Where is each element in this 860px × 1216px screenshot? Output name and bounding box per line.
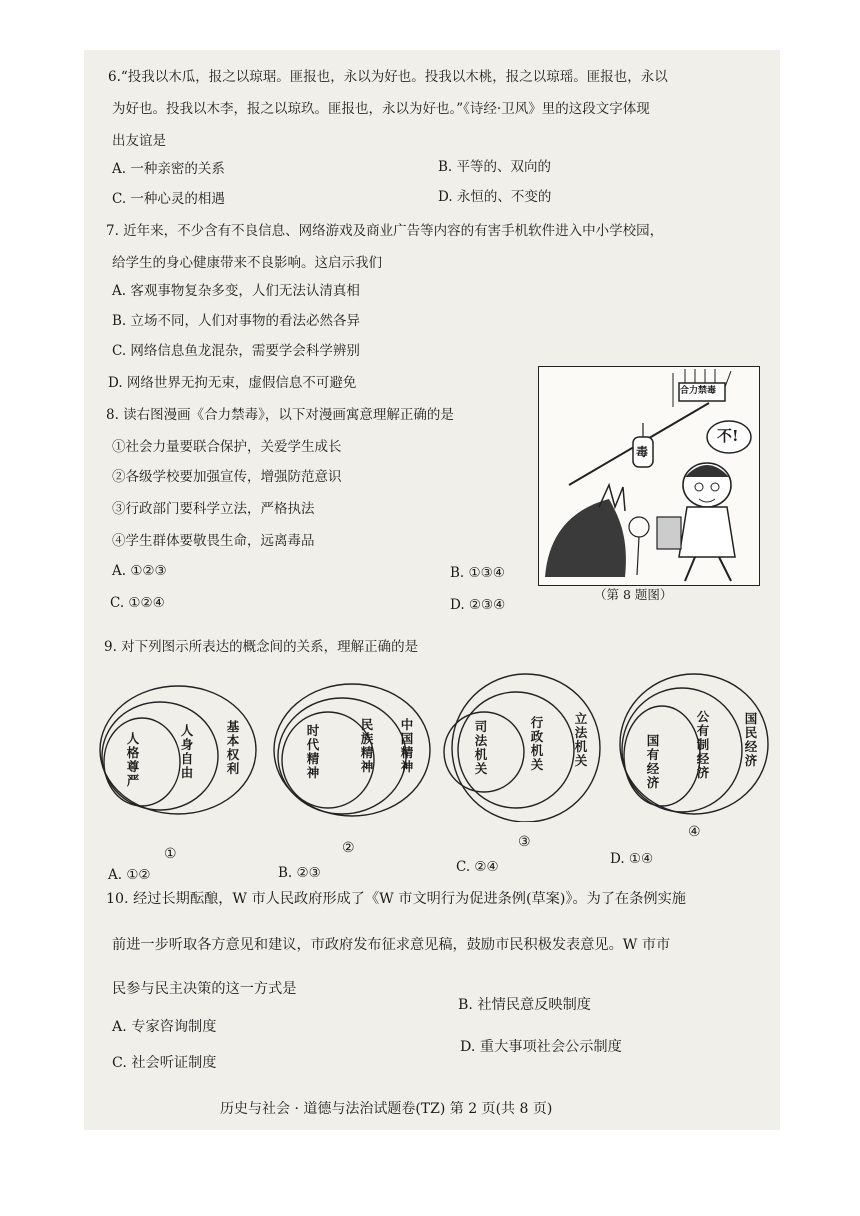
q6-stem-line3: 出友谊是 — [112, 133, 166, 149]
q9-diagram-1-number: ① — [164, 846, 177, 862]
diagram2-label-1: 时代精神 — [306, 723, 320, 780]
diagram4-label-1: 国有经济 — [646, 733, 660, 790]
cartoon-student-hair — [685, 465, 729, 477]
cartoon-backpack — [657, 517, 681, 549]
q8-option-c: C. ①②④ — [110, 595, 165, 611]
diagram3-label-3: 立法机关 — [574, 711, 588, 768]
cartoon-sign-text: 合力禁毒 — [680, 386, 717, 396]
q9-diagram-3-number: ③ — [518, 834, 531, 850]
q7-option-d: D. 网络世界无拘无束，虚假信息不可避免 — [108, 375, 357, 391]
q8-statement-3: ③行政部门要科学立法，严格执法 — [112, 501, 315, 517]
q8-statement-1: ①社会力量要联合保护，关爱学生成长 — [112, 439, 342, 455]
diagram2-label-2: 民族精神 — [360, 717, 374, 774]
q6-option-a: A. 一种亲密的关系 — [112, 161, 225, 177]
cartoon-drawing — [539, 367, 759, 585]
q8-stem: 8. 读右图漫画《合力禁毒》，以下对漫画寓意理解正确的是 — [106, 407, 454, 423]
q9-option-a: A. ①② — [108, 867, 151, 883]
q7-option-b: B. 立场不同，人们对事物的看法必然各异 — [112, 313, 361, 329]
q8-statement-2: ②各级学校要加强宣传，增强防范意识 — [112, 469, 342, 485]
cartoon-lantern-text: 毒 — [636, 445, 649, 459]
q9-diagram-4 — [612, 670, 772, 820]
exam-page — [84, 50, 780, 1130]
q7-option-c: C. 网络信息鱼龙混杂，需要学会科学辨别 — [112, 343, 360, 359]
cartoon-student-body — [679, 507, 735, 557]
q8-option-d: D. ②③④ — [450, 597, 506, 613]
q9-stem: 9. 对下列图示所表达的概念间的关系，理解正确的是 — [104, 639, 419, 655]
q8-statement-4: ④学生群体要敬畏生命，远离毒品 — [112, 533, 315, 549]
q7-stem-line2: 给学生的身心健康带来不良影响。这启示我们 — [112, 255, 382, 271]
q10-option-a: A. 专家咨询制度 — [112, 1019, 217, 1035]
q6-stem-line2: 为好也。投我以木李，报之以琼玖。匪报也，永以为好也。”《诗经·卫风》里的这段文字体现 — [112, 101, 650, 117]
q8-cartoon — [538, 366, 760, 586]
diagram1-label-2: 人身自由 — [180, 723, 194, 780]
q6-option-c: C. 一种心灵的相遇 — [112, 191, 225, 207]
cartoon-dark-robe — [545, 499, 626, 577]
q9-diagram-2-number: ② — [342, 840, 355, 856]
q10-stem-line1: 10. 经过长期酝酿，W 市人民政府形成了《W 市文明行为促进条例(草案)》。为了在条例实施 — [106, 891, 686, 907]
diagram1-label-1: 人格尊严 — [126, 731, 140, 788]
q6-option-d: D. 永恒的、不变的 — [438, 189, 552, 205]
cartoon-speech-text: 不! — [717, 427, 739, 445]
diagram1-label-3: 基本权利 — [226, 719, 240, 776]
q9-option-d: D. ①④ — [610, 851, 654, 867]
q8-option-a: A. ①②③ — [112, 563, 167, 579]
q8-cartoon-caption: （第 8 题图） — [594, 587, 673, 602]
q10-option-c: C. 社会听证制度 — [112, 1055, 217, 1071]
page-footer: 历史与社会 · 道德与法治试题卷(TZ) 第 2 页(共 8 页) — [220, 1101, 553, 1117]
q9-diagram-1 — [96, 680, 260, 830]
q6-stem-line1: 6.“投我以木瓜，报之以琼琚。匪报也，永以为好也。投我以木桃，报之以琼瑶。匪报也，永以 — [108, 69, 668, 85]
q6-option-b: B. 平等的、双向的 — [438, 159, 552, 175]
q10-stem-line3: 民参与民主决策的这一方式是 — [112, 981, 297, 997]
q7-stem-line1: 7. 近年来，不少含有不良信息、网络游戏及商业广告等内容的有害手机软件进入中小学校园， — [106, 223, 664, 239]
q9-diagram-3 — [440, 672, 604, 822]
q9-diagram-2 — [270, 678, 434, 828]
q7-option-a: A. 客观事物复杂多变，人们无法认清真相 — [112, 283, 360, 299]
q9-diagram-4-number: ④ — [688, 824, 701, 840]
diagram4-label-3: 国民经济 — [744, 711, 758, 768]
q9-option-b: B. ②③ — [278, 865, 321, 881]
diagram2-label-3: 中国精神 — [400, 717, 414, 774]
q10-option-d: D. 重大事项社会公示制度 — [460, 1039, 622, 1055]
q10-stem-line2: 前进一步听取各方意见和建议，市政府发布征求意见稿，鼓励市民积极发表意见。W 市市 — [112, 937, 671, 953]
q8-option-b: B. ①③④ — [450, 565, 505, 581]
diagram3-label-1: 司法机关 — [474, 719, 488, 776]
q10-option-b: B. 社情民意反映制度 — [458, 997, 591, 1013]
q9-option-c: C. ②④ — [456, 859, 499, 875]
diagram4-label-2: 公有制经济 — [696, 709, 710, 780]
diagram3-label-2: 行政机关 — [530, 715, 544, 772]
